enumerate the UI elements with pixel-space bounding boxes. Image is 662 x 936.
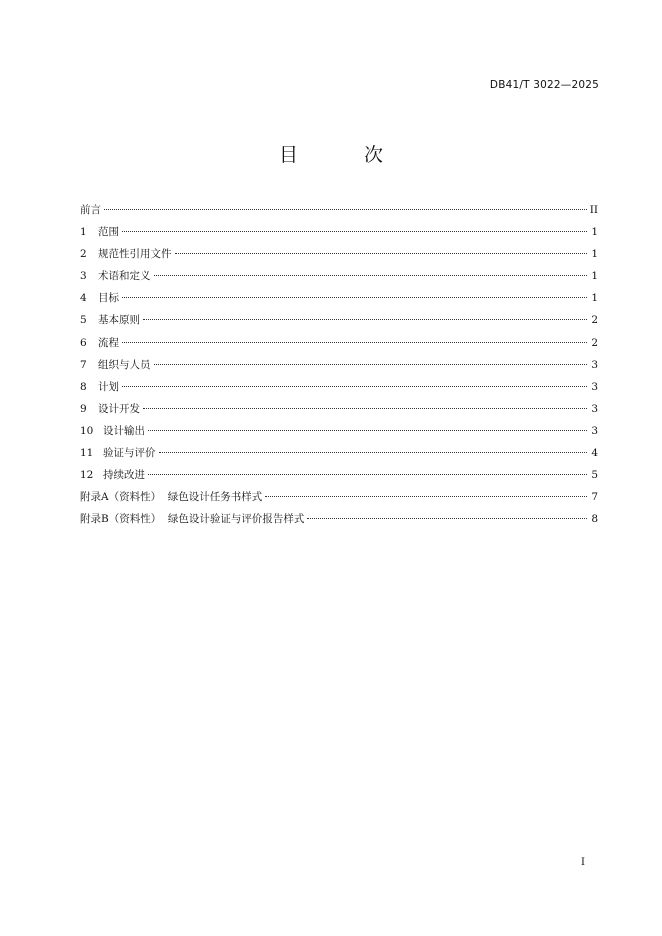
toc-entry-page: 1 [591,292,598,305]
toc-entry-label: 附录B（资料性） 绿色设计验证与评价报告样式 [80,513,305,526]
toc-entry-page: 3 [591,424,598,437]
toc-entry-label: 目标 [98,292,119,305]
toc-entry-label: 基本原则 [98,314,140,327]
toc-entry[interactable] [80,199,598,221]
toc-entry[interactable] [80,332,598,354]
toc-entry-number: 5 [80,314,87,327]
toc-entry-page: 2 [591,336,598,349]
toc-entry-label: 范围 [98,226,119,239]
toc-dot-leader [159,452,588,453]
toc-dot-leader [265,496,587,497]
toc-dot-leader [122,386,587,387]
toc-dot-leader [143,319,587,320]
toc-entry-page: 1 [591,248,598,261]
toc-entry-number: 4 [80,292,87,305]
toc-entry-label: 持续改进 [103,469,145,482]
toc-entry-number: 1 [80,226,87,239]
toc-entry-label: 验证与评价 [103,447,156,460]
toc-entry[interactable] [80,486,598,508]
toc-entry-label: 组织与人员 [98,358,151,371]
toc-entry-number: 7 [80,358,87,371]
toc-entry-page: 4 [591,447,598,460]
toc-dot-leader [148,474,587,475]
toc-entry[interactable] [80,265,598,287]
toc-entry-label: 设计开发 [98,402,140,415]
toc-entry-label: 附录A（资料性） 绿色设计任务书样式 [80,491,263,504]
toc-entry-page: 5 [591,469,598,482]
toc-entry-number: 2 [80,248,87,261]
toc-dot-leader [122,231,587,232]
toc-entry-label: 流程 [98,336,119,349]
toc-dot-leader [104,209,587,210]
toc-dot-leader [175,253,588,254]
toc-dot-leader [154,275,588,276]
toc-entry[interactable] [80,221,598,243]
toc-dot-leader [143,408,587,409]
page-number: I [581,857,585,868]
toc-entry-label: 前言 [80,204,101,216]
toc-entry-label: 设计输出 [103,424,145,437]
toc-entry-number: 8 [80,380,87,393]
toc-entry-number: 11 [80,447,94,460]
toc-entry-page: 3 [591,380,598,393]
toc-entry[interactable] [80,464,598,486]
toc-dot-leader [122,342,587,343]
document-code: DB41/T 3022—2025 [489,79,599,91]
toc-entry-label: 计划 [98,380,119,393]
toc-entry[interactable] [80,376,598,398]
toc-dot-leader [122,297,587,298]
toc-entry-page: 1 [591,226,598,239]
toc-entry-page: 1 [591,270,598,283]
toc-entry[interactable] [80,420,598,442]
toc-entry[interactable] [80,508,598,530]
toc-dot-leader [148,430,587,431]
toc-entry[interactable] [80,243,598,265]
toc-entry-number: 10 [80,424,94,437]
toc-entry-page: 2 [591,314,598,327]
toc-entry-page: II [589,204,598,216]
toc-entry[interactable] [80,398,598,420]
toc-entry-page: 3 [591,358,598,371]
toc-entry[interactable] [80,442,598,464]
toc-entry-number: 3 [80,270,87,283]
toc-entry-number: 12 [80,469,94,482]
toc-entry-number: 9 [80,402,87,415]
toc-entry-page: 7 [591,491,598,504]
toc-dot-leader [154,364,588,365]
toc-entry[interactable] [80,287,598,309]
toc-entry-page: 8 [591,513,598,526]
toc-entry[interactable] [80,309,598,331]
toc-entry-label: 规范性引用文件 [98,248,172,261]
page-title: 目 次 [278,144,414,166]
toc-entry-label: 术语和定义 [98,270,151,283]
toc-dot-leader [307,518,587,519]
toc-entry-number: 6 [80,336,87,349]
table-of-contents [80,199,598,530]
toc-entry[interactable] [80,354,598,376]
toc-entry-page: 3 [591,402,598,415]
